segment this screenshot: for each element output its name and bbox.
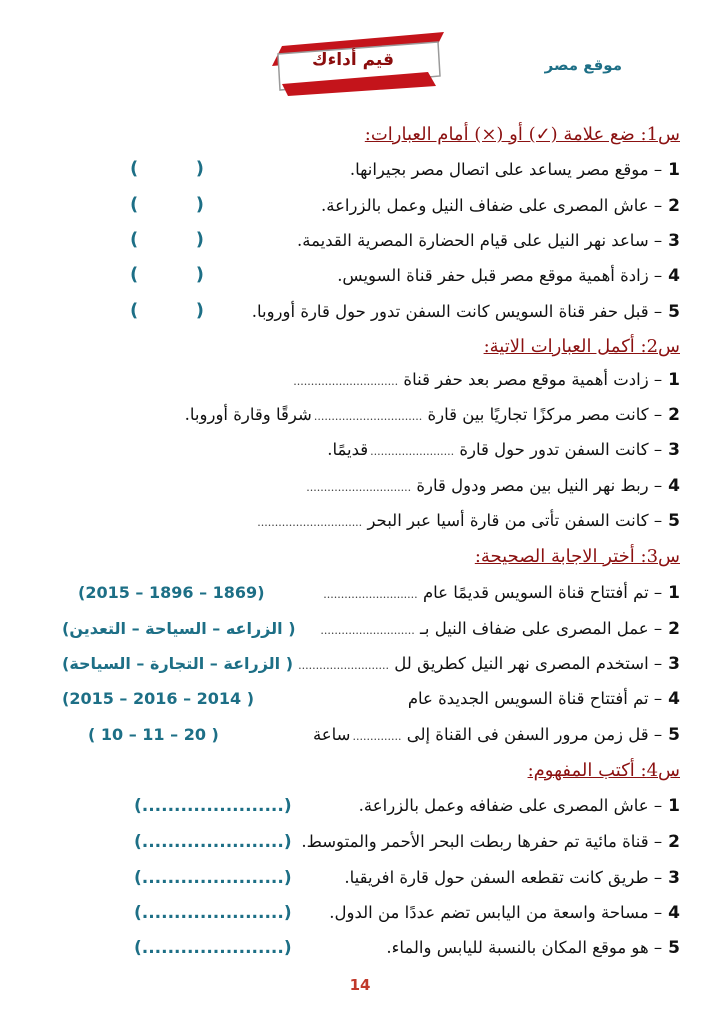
item-text: – قبل حفر قناة السويس كانت السفن تدور حول قارة أوروبا. [251, 302, 663, 321]
q4-item-4 [329, 903, 680, 923]
q3-item-3 [298, 654, 680, 674]
item-text: – ربط نهر النيل بين مصر ودول قارة [416, 476, 663, 495]
item-number: 5 [668, 302, 680, 322]
item-text: – طريق كانت تقطعه السفن حول قارة افريقيا. [344, 868, 663, 887]
item-number: 1 [668, 583, 680, 603]
item-number: 3 [668, 231, 680, 251]
item-text: – قناة مائية تم حفرها ربطت البحر الأحمر والمتوسط. [301, 832, 663, 851]
q3-item-4 [408, 689, 680, 709]
q1-heading: س1: ضع علامة (✓) أو (×) أمام العبارات: [364, 124, 680, 145]
blank-line[interactable]: .............................. [293, 375, 399, 388]
q3-item-5 [313, 725, 680, 745]
item-text: – مساحة واسعة من اليابس تضم عددًا من الدول. [329, 903, 663, 922]
item-number: 5 [668, 725, 680, 745]
q1-answer-box-4[interactable]: ( ) [130, 264, 204, 285]
q3-choices-5[interactable]: ( 20 – 11 – 10 ) [88, 725, 219, 744]
item-number: 4 [668, 266, 680, 286]
blank-line[interactable]: .............................. [306, 481, 412, 494]
q4-answer-2[interactable]: (......................) [134, 832, 292, 852]
item-text: – زادت أهمية موقع مصر بعد حفر قناة [403, 370, 663, 389]
blank-line[interactable]: ........................ [370, 445, 455, 458]
q1-item-3 [297, 231, 680, 251]
item-number: 2 [668, 619, 680, 639]
q2-item-1 [293, 370, 680, 390]
q2-item-4 [306, 476, 680, 496]
item-text: – زادة أهمية موقع مصر قبل حفر قناة السويس. [337, 266, 663, 285]
item-number: 4 [668, 689, 680, 709]
item-text: – استخدم المصرى نهر النيل كطريق لل [394, 654, 663, 673]
q3-choices-3[interactable]: ( الزراعة – التجارة – السياحة) [62, 654, 294, 673]
q3-heading: س3: أختر الاجابة الصحيحة: [474, 546, 680, 567]
blank-line[interactable]: ........................... [323, 588, 418, 601]
q2-item-3 [327, 440, 680, 460]
item-number: 1 [668, 160, 680, 180]
q4-answer-4[interactable]: (......................) [134, 903, 292, 923]
title-banner [268, 28, 448, 98]
item-text: – قل زمن مرور السفن فى القناة إلى [406, 725, 663, 744]
q3-choices-2[interactable]: ( الزراعه – السياحة – التعدين) [62, 619, 296, 638]
item-number: 2 [668, 832, 680, 852]
q1-answer-box-3[interactable]: ( ) [130, 229, 204, 250]
item-number: 4 [668, 903, 680, 923]
item-text: – موقع مصر يساعد على اتصال مصر بجيرانها. [349, 160, 663, 179]
item-text: – ساعد نهر النيل على قيام الحضارة المصرية القديمة. [296, 231, 663, 250]
item-number: 2 [668, 405, 680, 425]
item-number: 1 [668, 796, 680, 816]
item-number: 3 [668, 440, 680, 460]
q4-answer-3[interactable]: (......................) [134, 868, 292, 888]
item-number: 3 [668, 654, 680, 674]
item-text: – كانت السفن تدور حول قارة [459, 440, 663, 459]
page-number: 14 [349, 976, 371, 994]
topic-title: موقع مصر [544, 56, 622, 74]
item-text-tail: ساعة [312, 725, 351, 744]
q1-item-5 [252, 302, 680, 322]
item-text: – كانت مصر مركزًا تجاريًا بين قارة [427, 405, 663, 424]
q2-item-2 [185, 405, 680, 425]
item-number: 4 [668, 476, 680, 496]
q3-item-1 [323, 583, 680, 603]
q2-item-5 [257, 511, 680, 531]
q1-item-4 [337, 266, 680, 286]
item-number: 5 [668, 511, 680, 531]
item-text-tail: شرقًا وقارة أوروبا. [184, 405, 312, 424]
item-text: – عاش المصرى على ضفافه وعمل بالزراعة. [358, 796, 663, 815]
q3-choices-4[interactable]: ( 2014 – 2016 – 2015) [62, 689, 255, 708]
q3-choices-1[interactable]: (1869 – 1896 – 2015) [78, 583, 265, 602]
item-number: 5 [668, 938, 680, 958]
q2-heading: س2: أكمل العبارات الاتية: [483, 336, 680, 357]
item-number: 1 [668, 370, 680, 390]
q4-answer-5[interactable]: (......................) [134, 938, 292, 958]
item-text: – تم أفتتاح قناة السويس قديمًا عام [422, 583, 663, 602]
item-number: 3 [668, 868, 680, 888]
item-number: 2 [668, 196, 680, 216]
q1-item-1 [350, 160, 680, 180]
q4-heading: س4: أكتب المفهوم: [527, 760, 680, 781]
blank-line[interactable]: .............. [352, 730, 402, 743]
q4-item-3 [344, 868, 680, 888]
banner-title: قيم أداءك [312, 50, 394, 70]
q4-item-1 [359, 796, 680, 816]
item-text: – تم أفتتاح قناة السويس الجديدة عام [407, 689, 663, 708]
item-text-tail: قديمًا. [327, 440, 369, 459]
q1-answer-box-2[interactable]: ( ) [130, 194, 204, 215]
q1-answer-box-1[interactable]: ( ) [130, 158, 204, 179]
blank-line[interactable]: ........................... [320, 624, 415, 637]
item-text: – عمل المصرى على ضفاف النيل بـ [420, 619, 663, 638]
blank-line[interactable]: .............................. [257, 516, 363, 529]
q1-answer-box-5[interactable]: ( ) [130, 300, 204, 321]
item-text: – كانت السفن تأتى من قارة أسيا عبر البحر [367, 511, 663, 530]
q4-answer-1[interactable]: (......................) [134, 796, 292, 816]
q4-item-2 [301, 832, 680, 852]
q3-item-2 [320, 619, 680, 639]
blank-line[interactable]: ............................... [313, 410, 423, 423]
q1-item-2 [321, 196, 680, 216]
item-text: – هو موقع المكان بالنسبة لليابس والماء. [386, 938, 663, 957]
blank-line[interactable]: .......................... [298, 659, 390, 672]
q4-item-5 [386, 938, 680, 958]
item-text: – عاش المصرى على ضفاف النيل وعمل بالزراعة. [320, 196, 663, 215]
